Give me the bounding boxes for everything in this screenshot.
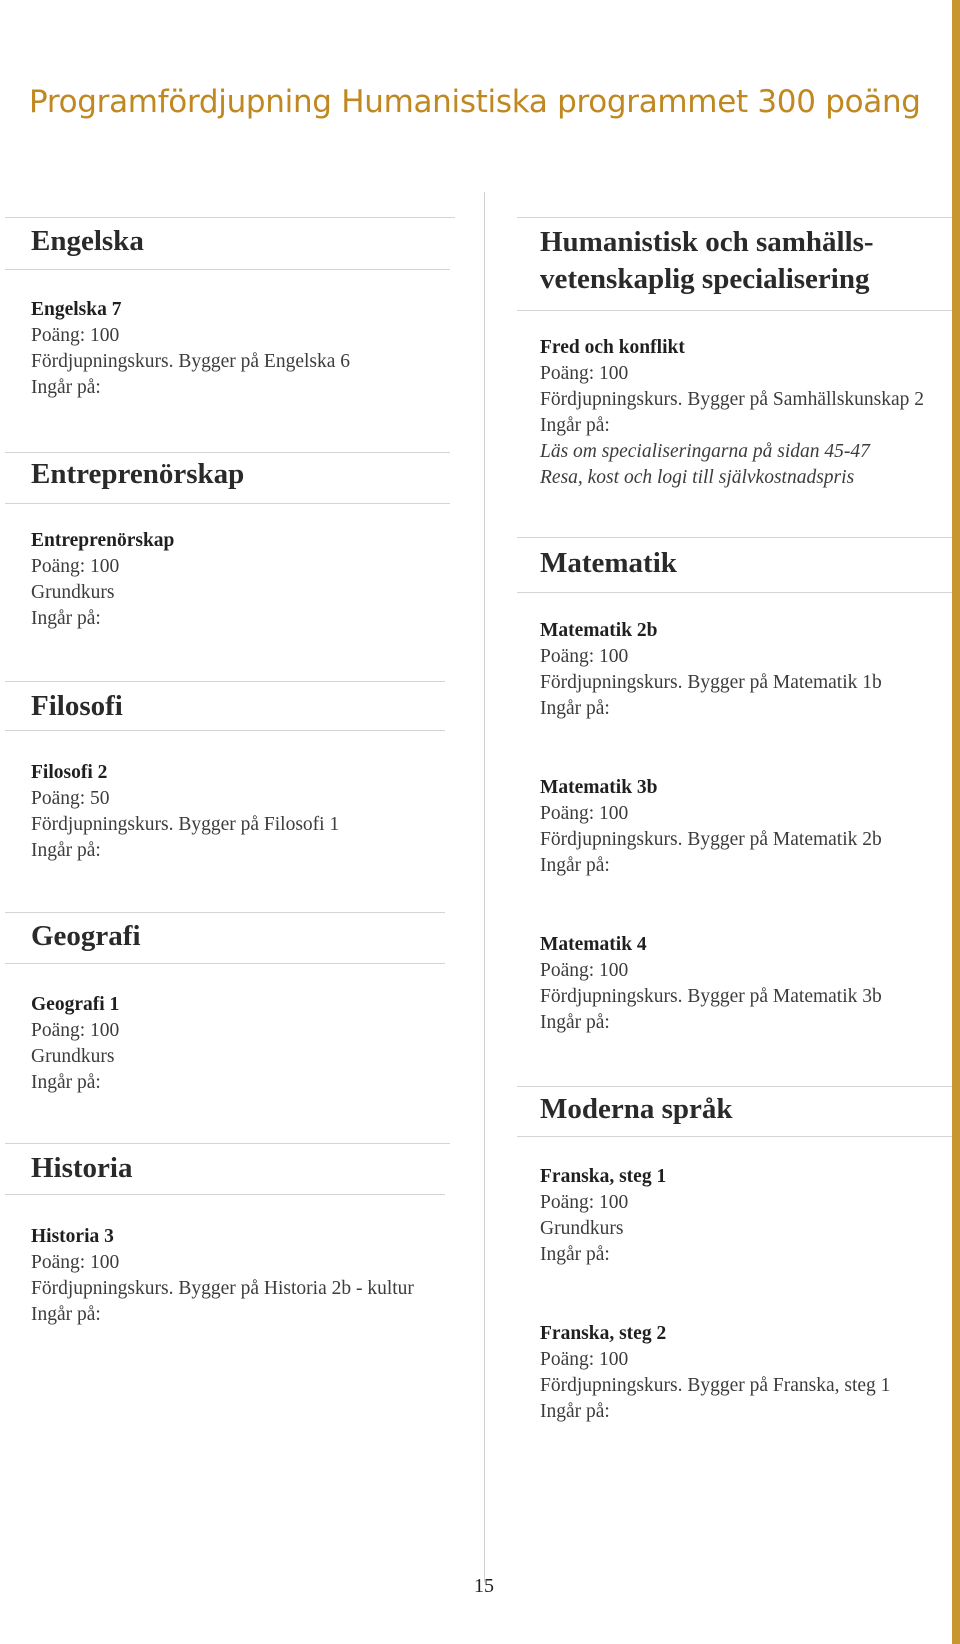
course-included: Ingår på: (31, 1072, 101, 1093)
course-block (540, 1321, 890, 1425)
course-name: Geografi 1 (31, 994, 120, 1015)
section-rule (517, 537, 952, 538)
section-rule (5, 503, 450, 504)
course-name: Matematik 2b (540, 620, 658, 641)
course-name: Fred och konflikt (540, 337, 685, 358)
course-included: Ingår på: (31, 377, 101, 398)
section-rule (5, 1194, 445, 1195)
section-rule (5, 217, 455, 218)
course-name: Filosofi 2 (31, 762, 108, 783)
course-block (540, 775, 882, 879)
section-heading-matematik: Matematik (540, 547, 677, 579)
course-points: Poäng: 100 (540, 363, 629, 384)
course-points: Poäng: 100 (31, 325, 120, 346)
course-points: Poäng: 100 (540, 803, 629, 824)
section-heading-historia: Historia (31, 1152, 133, 1184)
course-block (31, 760, 339, 864)
course-block (540, 1164, 666, 1268)
course-block (540, 618, 882, 722)
course-kind: Fördjupningskurs. Bygger på Franska, steg 1 (540, 1375, 891, 1396)
course-name: Entreprenörskap (31, 530, 175, 551)
course-points: Poäng: 50 (31, 788, 110, 809)
section-rule (517, 592, 952, 593)
course-block (540, 932, 882, 1036)
section-rule (517, 1136, 952, 1137)
course-block (31, 1224, 414, 1328)
section-heading-moderna-sprak: Moderna språk (540, 1093, 733, 1125)
section-rule (5, 1143, 450, 1144)
course-block (31, 528, 174, 632)
section-rule (517, 310, 952, 311)
section-heading-filosofi: Filosofi (31, 690, 123, 722)
course-points: Poäng: 100 (31, 556, 120, 577)
course-included: Ingår på: (31, 608, 101, 629)
course-note: Resa, kost och logi till självkostnadspris (540, 467, 855, 488)
course-kind: Grundkurs (540, 1218, 624, 1239)
section-rule (517, 1086, 952, 1087)
course-block (540, 335, 924, 491)
course-kind: Fördjupningskurs. Bygger på Filosofi 1 (31, 814, 340, 835)
course-kind: Fördjupningskurs. Bygger på Matematik 3b (540, 986, 882, 1007)
section-rule (517, 217, 952, 218)
course-kind: Fördjupningskurs. Bygger på Samhällskunskap 2 (540, 389, 925, 410)
section-rule (5, 269, 450, 270)
section-heading-geografi: Geografi (31, 920, 141, 952)
section-heading-entreprenorskap: Entreprenörskap (31, 458, 245, 490)
section-heading-line: vetenskaplig specialisering (540, 263, 870, 295)
course-points: Poäng: 100 (540, 1349, 629, 1370)
course-included: Ingår på: (31, 1304, 101, 1325)
section-rule (5, 730, 445, 731)
course-block (31, 992, 119, 1096)
course-name: Franska, steg 2 (540, 1323, 667, 1344)
course-name: Engelska 7 (31, 299, 122, 320)
course-included: Ingår på: (540, 1401, 610, 1422)
course-points: Poäng: 100 (540, 960, 629, 981)
course-included: Ingår på: (540, 415, 610, 436)
course-note: Läs om specialiseringarna på sidan 45-47 (540, 441, 870, 462)
course-name: Historia 3 (31, 1226, 114, 1247)
course-included: Ingår på: (540, 855, 610, 876)
course-name: Franska, steg 1 (540, 1166, 667, 1187)
section-heading-engelska: Engelska (31, 225, 144, 257)
section-heading-specialisering (540, 224, 874, 298)
section-heading-line: Humanistisk och samhälls- (540, 226, 874, 258)
column-divider (484, 192, 485, 1582)
course-kind: Grundkurs (31, 1046, 115, 1067)
course-kind: Fördjupningskurs. Bygger på Matematik 1b (540, 672, 882, 693)
course-kind: Fördjupningskurs. Bygger på Engelska 6 (31, 351, 351, 372)
course-included: Ingår på: (540, 1244, 610, 1265)
course-kind: Fördjupningskurs. Bygger på Historia 2b - kultur (31, 1278, 414, 1299)
course-kind: Grundkurs (31, 582, 115, 603)
course-points: Poäng: 100 (540, 646, 629, 667)
section-rule (5, 912, 445, 913)
course-points: Poäng: 100 (31, 1252, 120, 1273)
page-number: 15 (474, 1575, 494, 1597)
course-points: Poäng: 100 (31, 1020, 120, 1041)
accent-bar (952, 0, 960, 1644)
course-points: Poäng: 100 (540, 1192, 629, 1213)
page-title: Programfördjupning Humanistiska programmet 300 poäng (29, 84, 921, 120)
course-name: Matematik 3b (540, 777, 658, 798)
course-block (31, 297, 350, 401)
course-included: Ingår på: (31, 840, 101, 861)
section-rule (5, 452, 450, 453)
section-rule (5, 963, 445, 964)
course-included: Ingår på: (540, 1012, 610, 1033)
section-rule (5, 681, 445, 682)
course-included: Ingår på: (540, 698, 610, 719)
course-name: Matematik 4 (540, 934, 647, 955)
course-kind: Fördjupningskurs. Bygger på Matematik 2b (540, 829, 882, 850)
